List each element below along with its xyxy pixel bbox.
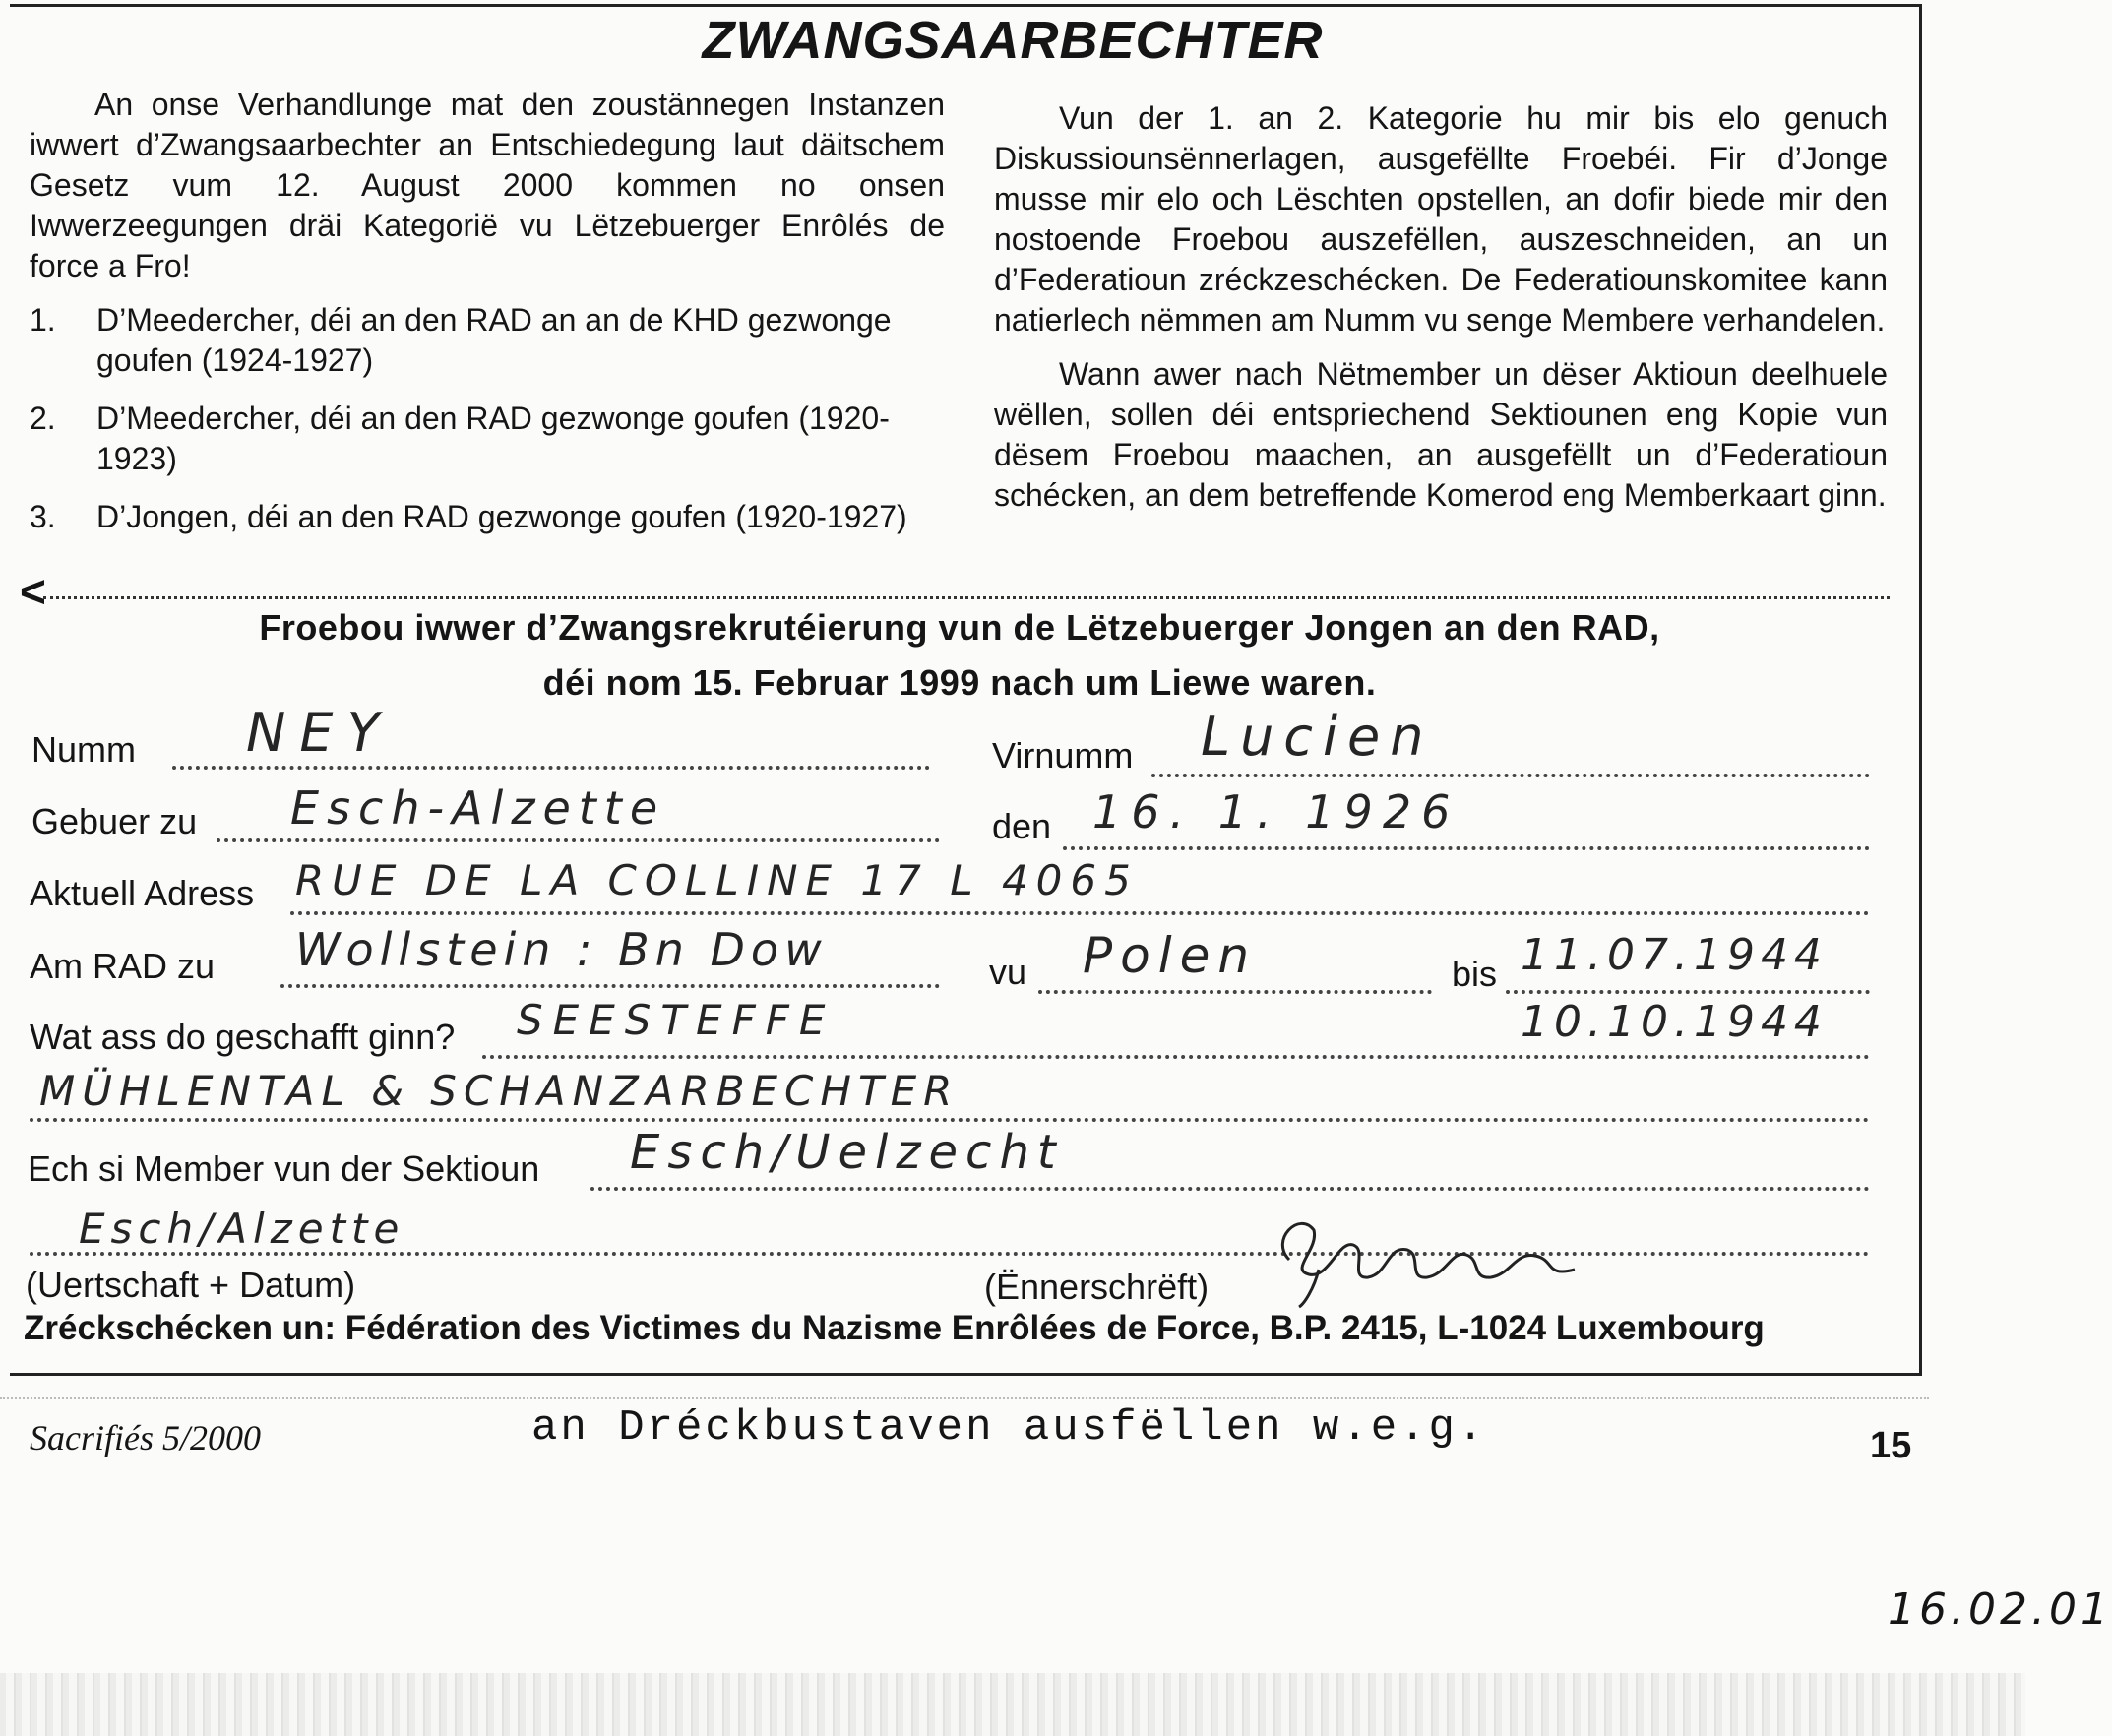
left-column — [30, 85, 945, 555]
label-bis: bis — [1452, 954, 1498, 994]
list-number: 1. — [30, 302, 56, 338]
form-title-line-2: déi nom 15. Februar 1999 nach um Liewe waren. — [542, 662, 1377, 703]
dots-geschafft-line-2 — [30, 1118, 1870, 1122]
list-item — [30, 399, 945, 479]
dots-member — [590, 1187, 1870, 1191]
label-gebuer-zu: Gebuer zu — [31, 801, 198, 841]
dots-virnumm — [1151, 774, 1870, 777]
signature-field[interactable] — [1260, 1201, 1594, 1309]
list-item — [30, 300, 945, 381]
handwritten-date: 16.02.01 — [1888, 1584, 2112, 1635]
label-ennerschreft: (Ënnerschrëft) — [984, 1267, 1210, 1307]
field-uertschaft[interactable]: Esch/Alzette — [79, 1205, 405, 1253]
field-geschafft[interactable]: SEESTEFFE — [517, 996, 836, 1044]
label-uertschaft: (Uertschaft + Datum) — [26, 1265, 356, 1305]
label-am-rad-zu: Am RAD zu — [30, 946, 216, 986]
left-intro-paragraph: An onse Verhandlunge mat den zoustännegen Instanzen iwwert d’Zwangsaarbechter an Entschiedegung laut däitschem Gesetz vum 12. August 2000 kommen no onsen Iwwerzeegungen dräi Kategorië vu Lëtzebuerger Enrôlés de force a Fro! — [30, 87, 945, 283]
list-text: D’Jongen, déi an den RAD gezwonge goufen (1920-1927) — [96, 499, 907, 534]
label-geschafft: Wat ass do geschafft ginn? — [30, 1017, 456, 1057]
dots-den — [1063, 846, 1870, 850]
dots-am-rad-zu — [280, 984, 940, 988]
list-text: D’Meedercher, déi an den RAD gezwonge goufen (1920-1923) — [96, 401, 890, 476]
right-paragraph-1: Vun der 1. an 2. Kategorie hu mir bis elo genuch Diskussiounsënnerlagen, ausgefëllte Froebéi. Fir d’Jonge musse mir elo och Lëschten opstellen, an dofir biede mir den nostoende Froebou auszefëllen, auszeschneiden, an un d’Federatioun zréckzeschécken. De Federatiounskomitee kann natierlech nëmmen am Numm vu senge Membere verhandelen. — [994, 100, 1888, 338]
dots-vu — [1038, 990, 1432, 994]
cut-line — [43, 596, 1890, 599]
page-number: 15 — [1870, 1425, 1912, 1466]
field-numm[interactable]: NEY — [246, 702, 394, 764]
field-virnumm[interactable]: Lucien — [1201, 706, 1434, 768]
label-virnumm: Virnumm — [992, 735, 1134, 775]
label-den: den — [992, 806, 1052, 846]
cut-arrow-icon: < — [20, 566, 46, 617]
dots-numm — [172, 766, 930, 770]
category-list — [30, 300, 945, 537]
field-member[interactable]: Esch/Uelzecht — [630, 1125, 1064, 1180]
footer-divider — [0, 1397, 1929, 1399]
field-bis-second[interactable]: 10.10.1944 — [1521, 997, 1828, 1047]
torn-paper-edge — [0, 1673, 2025, 1736]
right-column — [994, 98, 1888, 529]
typed-instruction: an Dréckbustaven ausfëllen w.e.g. — [531, 1403, 1487, 1453]
field-vu[interactable]: Polen — [1083, 927, 1258, 984]
field-am-rad-zu[interactable]: Wollstein : Bn Dow — [295, 923, 828, 976]
dots-bis — [1506, 990, 1870, 994]
field-den[interactable]: 16. 1. 1926 — [1092, 785, 1460, 838]
form-title — [39, 600, 1880, 711]
return-address: Zréckschécken un: Fédération des Victimes du Nazisme Enrôlées de Force, B.P. 2415, L-1024 Luxembourg — [24, 1309, 1765, 1347]
field-bis[interactable]: 11.07.1944 — [1521, 930, 1828, 980]
list-item — [30, 497, 945, 537]
dots-geschafft — [482, 1055, 1870, 1059]
field-adress[interactable]: RUE DE LA COLLINE 17 L 4065 — [295, 856, 1139, 904]
field-geschafft-line-2[interactable]: MÜHLENTAL & SCHANZARBECHTER — [39, 1067, 960, 1115]
list-text: D’Meedercher, déi an den RAD an an de KHD gezwonge goufen (1924-1927) — [96, 302, 892, 378]
label-member: Ech si Member vun der Sektioun — [28, 1148, 540, 1189]
list-number: 2. — [30, 401, 56, 436]
field-gebuer-zu[interactable]: Esch-Alzette — [290, 781, 666, 835]
right-paragraph-2: Wann awer nach Nëtmember un dëser Aktioun deelhuele wëllen, sollen déi entspriechend Sektiounen eng Kopie vun dësem Froebou maachen, an ausgefëllt un d’Federatioun schécken, an dem betreffende Komerod eng Memberkaart ginn. — [994, 356, 1888, 513]
dots-adress — [290, 911, 1870, 915]
page-title: ZWANGSAARBECHTER — [702, 11, 1324, 70]
label-adress: Aktuell Adress — [30, 873, 255, 913]
dots-gebuer-zu — [217, 838, 940, 842]
form-title-line-1: Froebou iwwer d’Zwangsrekrutéierung vun de Lëtzebuerger Jongen an den RAD, — [259, 607, 1660, 648]
label-vu: vu — [989, 952, 1027, 992]
issue-label: Sacrifiés 5/2000 — [30, 1418, 261, 1457]
list-number: 3. — [30, 499, 56, 534]
label-numm: Numm — [31, 729, 136, 770]
